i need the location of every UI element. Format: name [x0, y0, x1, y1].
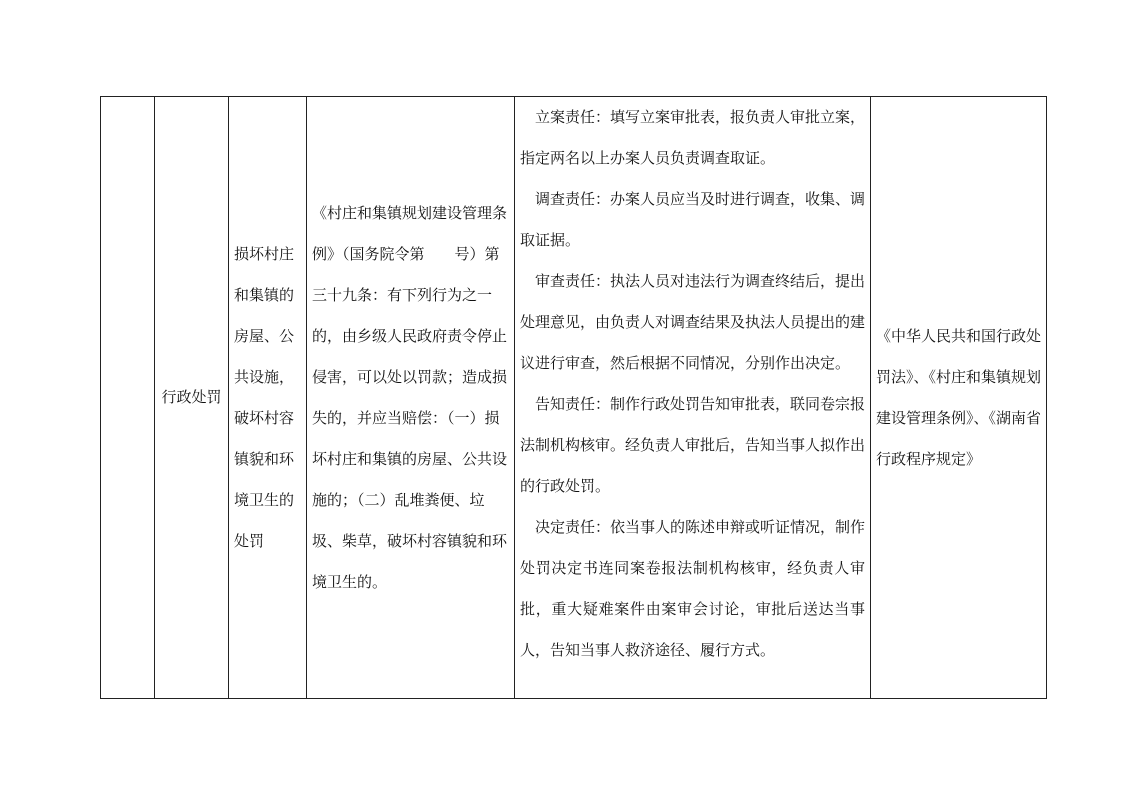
power-duty-table: [100, 96, 1047, 699]
duty-cell: [515, 97, 871, 699]
serial-number-cell: [101, 97, 155, 699]
legal-basis: 《中华人民共和国行政处罚法》、《村庄和集镇规划建设管理条例》、《湖南省行政程序规定》: [876, 326, 1042, 468]
duty-paragraph: 立案责任：填写立案审批表，报负责人审批立案，指定两名以上办案人员负责调查取证。: [520, 108, 866, 167]
duty-list: [515, 97, 870, 698]
legal-basis-cell: [871, 97, 1047, 699]
power-type-cell: [155, 97, 229, 699]
basis-cell: [307, 97, 515, 699]
item-name-cell: [229, 97, 307, 699]
basis-text: 《村庄和集镇规划建设管理条例》（国务院令第 号）第三十九条：有下列行为之一的，由乡级人民政府责令停止侵害，可以处以罚款；造成损失的，并应当赔偿：（一）损坏村庄和集镇的房屋、公共设施的；（二）乱堆粪便、垃圾、柴草，破坏村容镇貌和环境卫生的。: [312, 203, 508, 591]
power-type: 行政处罚: [161, 388, 222, 406]
duty-paragraph: 决定责任：依当事人的陈述申辩或听证情况，制作处罚决定书连同案卷报法制机构核审，经负责人审批，重大疑难案件由案审会讨论，审批后送达当事人，告知当事人救济途径、履行方式。: [520, 518, 866, 659]
table-row: [101, 97, 1047, 699]
duty-paragraph: 告知责任：制作行政处罚告知审批表，联同卷宗报法制机构核审。经负责人审批后，告知当事人拟作出的行政处罚。: [520, 395, 866, 495]
duty-paragraph: 调查责任：办案人员应当及时进行调查，收集、调取证据。: [520, 190, 866, 249]
duty-paragraph: 审查责任：执法人员对违法行为调查终结后，提出处理意见，由负责人对调查结果及执法人员提出的建议进行审查，然后根据不同情况，分别作出决定。: [520, 272, 866, 372]
item-name: 损坏村庄和集镇的房屋、公共设施，破坏村容镇貌和环境卫生的处罚: [234, 244, 295, 550]
